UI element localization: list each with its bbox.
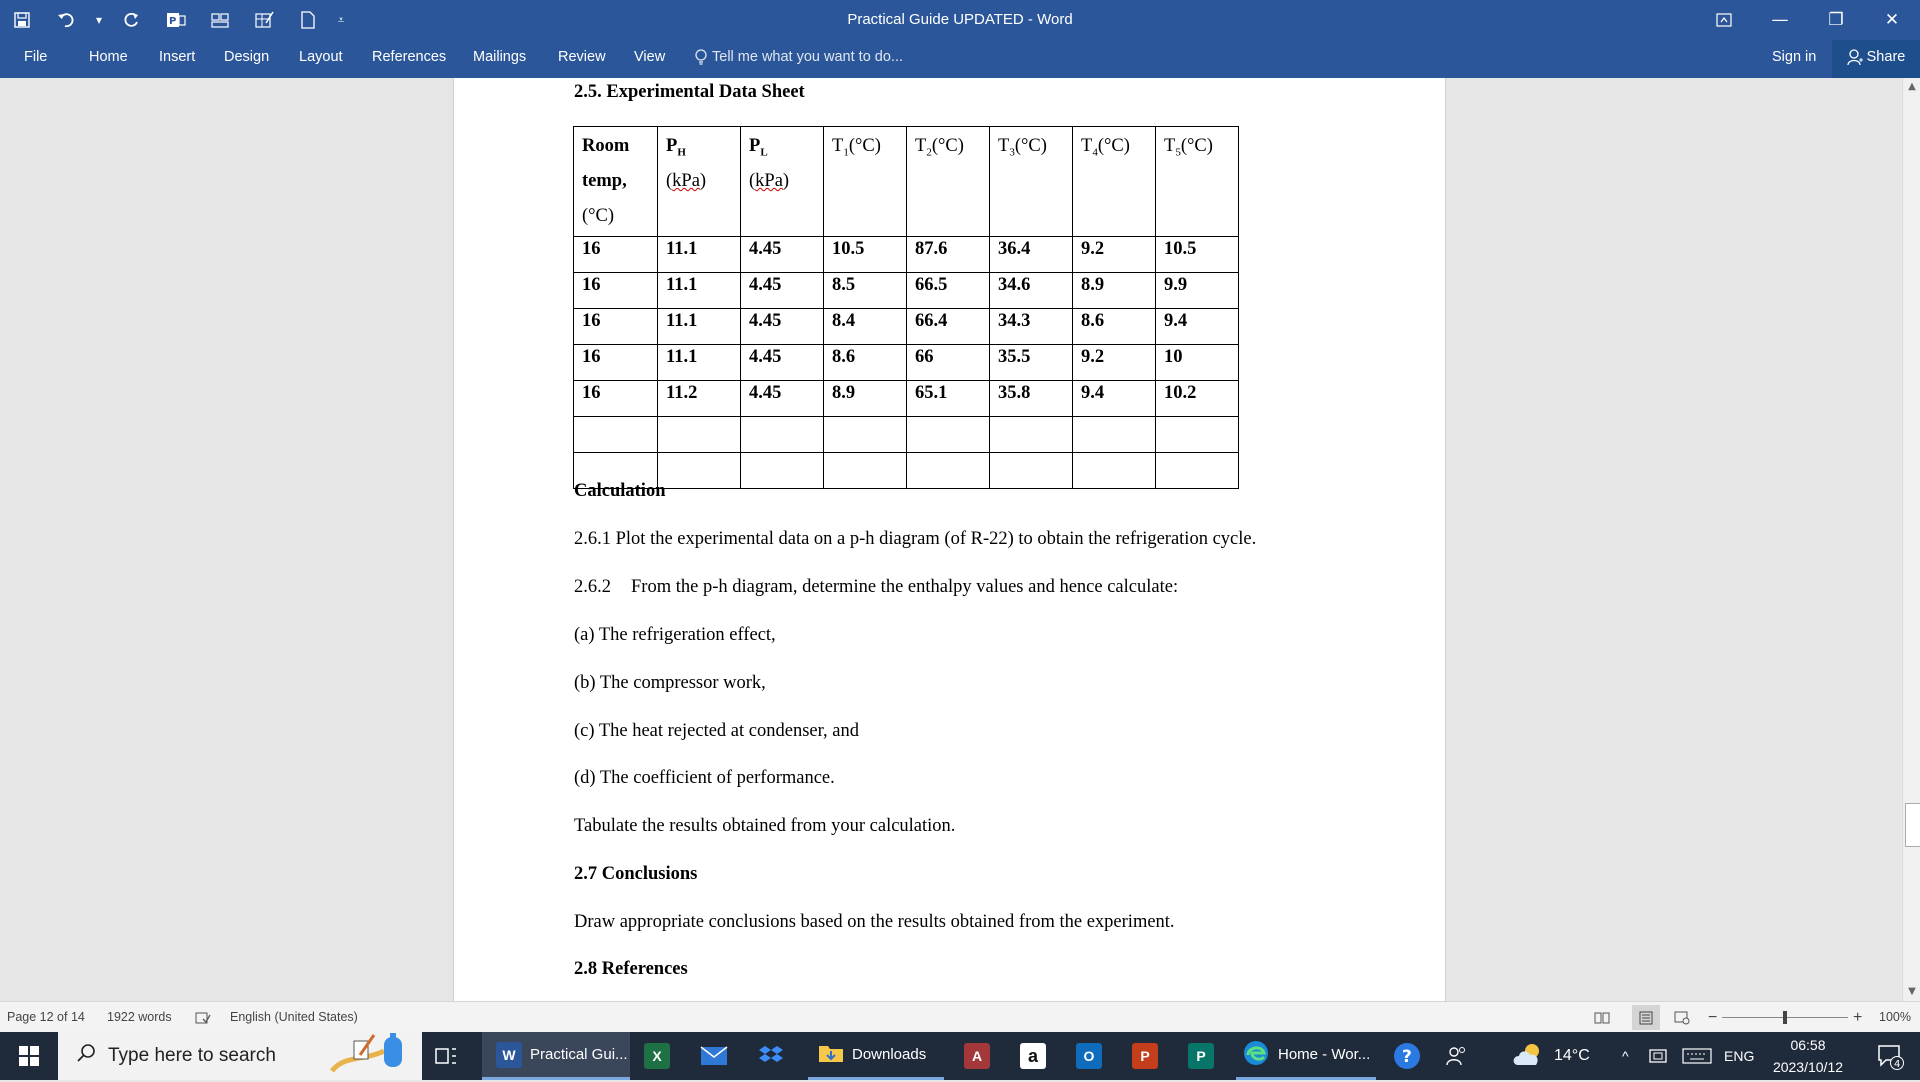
table-cell[interactable] xyxy=(990,417,1073,453)
edge-window-label: Home - Wor... xyxy=(1278,1046,1371,1063)
scroll-up-arrow-icon[interactable]: ▲ xyxy=(1908,81,1916,92)
table-row xyxy=(574,345,1239,381)
table-cell[interactable]: 10.5 xyxy=(1156,237,1239,273)
weather-widget[interactable] xyxy=(1512,1032,1590,1080)
person-icon xyxy=(1847,40,1863,78)
mail-app-icon[interactable] xyxy=(700,1032,728,1080)
scrollbar-thumb[interactable] xyxy=(1905,803,1920,847)
table-cell[interactable]: 66.5 xyxy=(907,273,990,309)
system-clock[interactable] xyxy=(1756,1032,1860,1082)
clock-date: 2023/10/12 xyxy=(1772,1059,1844,1075)
table-cell[interactable] xyxy=(1073,453,1156,489)
table-cell[interactable]: 16 xyxy=(574,237,658,273)
kpa-unit: kPa xyxy=(755,171,783,191)
tab-view[interactable]: View xyxy=(634,49,666,65)
close-button[interactable]: ✕ xyxy=(1884,10,1900,30)
ribbon-display-options-icon[interactable] xyxy=(1696,0,1752,40)
table-cell[interactable] xyxy=(658,453,741,489)
notification-count: 4 xyxy=(1894,1059,1901,1070)
table-cell[interactable] xyxy=(741,453,824,489)
table-cell[interactable]: 11.2 xyxy=(658,381,741,417)
lightbulb-icon xyxy=(694,40,708,78)
table-cell[interactable]: 36.4 xyxy=(990,237,1073,273)
table-cell[interactable]: 8.6 xyxy=(824,345,907,381)
table-cell[interactable]: 10 xyxy=(1156,345,1239,381)
table-cell[interactable]: 10.2 xyxy=(1156,381,1239,417)
table-cell[interactable]: 9.4 xyxy=(1073,381,1156,417)
word-window-label: Practical Gui... xyxy=(530,1046,628,1063)
zoom-slider-thumb[interactable] xyxy=(1783,1011,1787,1024)
taskbar-downloads-button[interactable] xyxy=(808,1032,944,1080)
taskbar-edge-button[interactable] xyxy=(1236,1032,1376,1080)
amazon-app-icon[interactable]: a xyxy=(1020,1032,1046,1080)
table-cell[interactable]: 4.45 xyxy=(741,273,824,309)
customize-qat-chevron-icon[interactable]: ⩡ xyxy=(337,12,345,27)
keyboard-icon[interactable] xyxy=(1682,1032,1712,1080)
references-heading: 2.8 References xyxy=(574,959,688,979)
document-title: Practical Guide UPDATED - Word xyxy=(847,11,1073,28)
page-count[interactable]: Page 12 of 14 xyxy=(7,1010,85,1024)
tab-layout[interactable]: Layout xyxy=(299,49,343,65)
header-t2[interactable]: $T_2(^\circ C)$ xyxy=(907,127,990,237)
taskbar-search-box[interactable] xyxy=(58,1032,422,1080)
clock-time: 06:58 xyxy=(1790,1037,1826,1053)
search-highlight-icon xyxy=(324,1031,414,1081)
table-cell[interactable] xyxy=(1156,453,1239,489)
header-t4[interactable]: $T_4(^\circ C)$ xyxy=(1073,127,1156,237)
table-cell[interactable]: 66.4 xyxy=(907,309,990,345)
share-button[interactable] xyxy=(1832,40,1920,78)
publisher-app-icon[interactable]: P xyxy=(1188,1032,1214,1080)
access-app-icon[interactable]: A xyxy=(964,1032,990,1080)
table-cell[interactable]: 9.9 xyxy=(1156,273,1239,309)
table-cell[interactable]: 34.3 xyxy=(990,309,1073,345)
table-cell[interactable]: 4.45 xyxy=(741,345,824,381)
table-cell[interactable]: 8.4 xyxy=(824,309,907,345)
cloud-icon xyxy=(1512,1041,1546,1071)
tab-file[interactable]: File xyxy=(24,49,48,65)
zoom-level[interactable]: 100% xyxy=(1879,1010,1911,1024)
kpa-unit: kPa xyxy=(672,171,700,191)
language-status[interactable]: English (United States) xyxy=(230,1010,358,1024)
document-page[interactable] xyxy=(453,78,1446,1001)
calculation-item-d: (d) The coefficient of performance. xyxy=(574,768,835,788)
table-cell[interactable]: 11.1 xyxy=(658,273,741,309)
tab-mailings[interactable]: Mailings xyxy=(473,49,527,65)
folder-icon xyxy=(818,1042,844,1068)
calculation-item-2-6-1: 2.6.1 Plot the experimental data on a p-h diagram (of R-22) to obtain the refrigeration cycle. xyxy=(574,529,1257,549)
calculation-item-c: (c) The heat rejected at condenser, and xyxy=(574,721,859,741)
tray-chevron-up-icon[interactable]: ^ xyxy=(1622,1048,1629,1064)
taskbar xyxy=(0,1032,1920,1080)
table-cell[interactable]: 8.9 xyxy=(824,381,907,417)
ribbon-tabs xyxy=(0,40,1920,78)
word-count[interactable]: 1922 words xyxy=(107,1010,172,1024)
table-cell[interactable] xyxy=(1156,417,1239,453)
table-row xyxy=(574,453,1239,489)
proofing-icon[interactable] xyxy=(195,1002,211,1033)
zoom-out-button[interactable]: − xyxy=(1708,1009,1718,1026)
zoom-in-button[interactable]: + xyxy=(1853,1009,1863,1026)
table-row xyxy=(574,309,1239,345)
table-cell[interactable]: 8.6 xyxy=(1073,309,1156,345)
table-row xyxy=(574,381,1239,417)
task-view-icon[interactable] xyxy=(434,1032,458,1080)
tab-home[interactable]: Home xyxy=(89,49,128,65)
tabulate-instruction: Tabulate the results obtained from your calculation. xyxy=(574,816,956,836)
document-canvas[interactable] xyxy=(0,78,1902,1001)
table-cell[interactable]: 11.1 xyxy=(658,237,741,273)
conclusions-text: Draw appropriate conclusions based on the results obtained from the experiment. xyxy=(574,912,1175,932)
table-cell[interactable] xyxy=(907,453,990,489)
input-language[interactable]: ENG xyxy=(1724,1048,1755,1064)
window-controls xyxy=(1696,0,1920,40)
table-cell[interactable]: 9.4 xyxy=(1156,309,1239,345)
experimental-data-table[interactable] xyxy=(573,126,1239,489)
table-cell[interactable] xyxy=(824,453,907,489)
table-cell[interactable]: 8.9 xyxy=(1073,273,1156,309)
notification-center-icon[interactable] xyxy=(1860,1032,1920,1080)
svg-text:P: P xyxy=(169,16,177,27)
sign-in-link[interactable]: Sign in xyxy=(1772,49,1817,65)
table-cell[interactable]: 10.5 xyxy=(824,237,907,273)
table-cell[interactable]: 35.5 xyxy=(990,345,1073,381)
downloads-window-label: Downloads xyxy=(852,1046,927,1063)
vertical-scrollbar[interactable] xyxy=(1902,78,1920,1001)
table-cell[interactable] xyxy=(741,417,824,453)
calculation-item-a: (a) The refrigeration effect, xyxy=(574,625,776,645)
table-cell[interactable]: 16 xyxy=(574,273,658,309)
outlook-app-icon[interactable]: O xyxy=(1076,1032,1102,1080)
table-cell[interactable]: 11.1 xyxy=(658,309,741,345)
status-bar xyxy=(0,1001,1920,1033)
weather-temperature: 14°C xyxy=(1554,1047,1590,1064)
read-mode-icon[interactable] xyxy=(1594,1002,1610,1033)
table-row xyxy=(574,237,1239,273)
table-row xyxy=(574,273,1239,309)
dropbox-app-icon[interactable] xyxy=(758,1032,784,1080)
taskbar-word-button[interactable] xyxy=(482,1032,630,1080)
table-cell[interactable]: 16 xyxy=(574,381,658,417)
windows-start-icon[interactable] xyxy=(0,1032,58,1080)
tab-design[interactable]: Design xyxy=(224,49,270,65)
edge-browser-icon xyxy=(1242,1039,1270,1071)
powerpoint-app-icon[interactable]: P xyxy=(1132,1032,1158,1080)
header-t3[interactable]: $T_3(^\circ C)$ xyxy=(990,127,1073,237)
table-cell[interactable]: 4.45 xyxy=(741,381,824,417)
undo-dropdown-chevron-icon[interactable]: ▾ xyxy=(95,13,103,27)
table-cell[interactable] xyxy=(574,417,658,453)
tab-review[interactable]: Review xyxy=(558,49,606,65)
calculation-item-b: (b) The compressor work, xyxy=(574,673,766,693)
table-cell[interactable]: 66 xyxy=(907,345,990,381)
table-cell[interactable] xyxy=(824,417,907,453)
share-label: Share xyxy=(1866,49,1906,65)
table-cell[interactable]: 16 xyxy=(574,345,658,381)
print-layout-icon[interactable] xyxy=(1632,1005,1660,1030)
minimize-button[interactable]: — xyxy=(1771,10,1789,30)
section-heading-data-sheet: 2.5. Experimental Data Sheet xyxy=(574,82,805,102)
web-layout-icon[interactable] xyxy=(1674,1002,1690,1033)
table-cell[interactable] xyxy=(907,417,990,453)
table-cell[interactable]: 87.6 xyxy=(907,237,990,273)
help-icon[interactable] xyxy=(1392,1032,1422,1080)
calculation-heading: Calculation xyxy=(574,481,666,501)
header-ph[interactable]: $P_H$ (kPa) xyxy=(658,127,741,237)
conclusions-heading: 2.7 Conclusions xyxy=(574,864,698,884)
tray-device-icon[interactable] xyxy=(1648,1032,1668,1080)
table-cell[interactable]: 4.45 xyxy=(741,237,824,273)
table-cell[interactable]: 16 xyxy=(574,309,658,345)
table-cell[interactable]: 34.6 xyxy=(990,273,1073,309)
table-cell[interactable]: 8.5 xyxy=(824,273,907,309)
svg-text:?: ? xyxy=(1402,1047,1412,1067)
table-header-row xyxy=(574,127,1239,237)
header-pl[interactable]: $P_L$ (kPa) xyxy=(741,127,824,237)
table-cell[interactable]: 9.2 xyxy=(1073,345,1156,381)
tab-references[interactable]: References xyxy=(372,49,447,65)
table-cell[interactable] xyxy=(1073,417,1156,453)
table-body xyxy=(574,237,1239,489)
people-icon[interactable] xyxy=(1446,1032,1468,1080)
word-app-icon: W xyxy=(496,1042,522,1068)
header-t5[interactable]: $T_5(^\circ C)$ xyxy=(1156,127,1239,237)
tell-me-search[interactable] xyxy=(694,40,903,78)
search-icon xyxy=(76,1043,96,1069)
table-row xyxy=(574,417,1239,453)
calculation-item-2-6-2: 2.6.2 From the p-h diagram, determine the enthalpy values and hence calculate: xyxy=(574,577,1179,597)
header-room-temp[interactable]: Room temp, (°C) xyxy=(574,127,658,237)
title-bar xyxy=(0,0,1920,40)
header-t1[interactable]: $T_1(^\circ C)$ xyxy=(824,127,907,237)
table-cell[interactable]: 35.8 xyxy=(990,381,1073,417)
table-cell[interactable] xyxy=(658,417,741,453)
table-cell[interactable]: 4.45 xyxy=(741,309,824,345)
search-placeholder: Type here to search xyxy=(108,1045,276,1066)
table-cell[interactable]: 11.1 xyxy=(658,345,741,381)
table-cell[interactable] xyxy=(990,453,1073,489)
tab-insert[interactable]: Insert xyxy=(159,49,196,65)
restore-button[interactable]: ❐ xyxy=(1828,10,1844,30)
scroll-down-arrow-icon[interactable]: ▼ xyxy=(1908,986,1916,997)
tell-me-text: Tell me what you want to do... xyxy=(712,49,904,65)
table-cell[interactable]: 9.2 xyxy=(1073,237,1156,273)
excel-app-icon[interactable]: X xyxy=(644,1032,670,1080)
table-cell[interactable]: 65.1 xyxy=(907,381,990,417)
